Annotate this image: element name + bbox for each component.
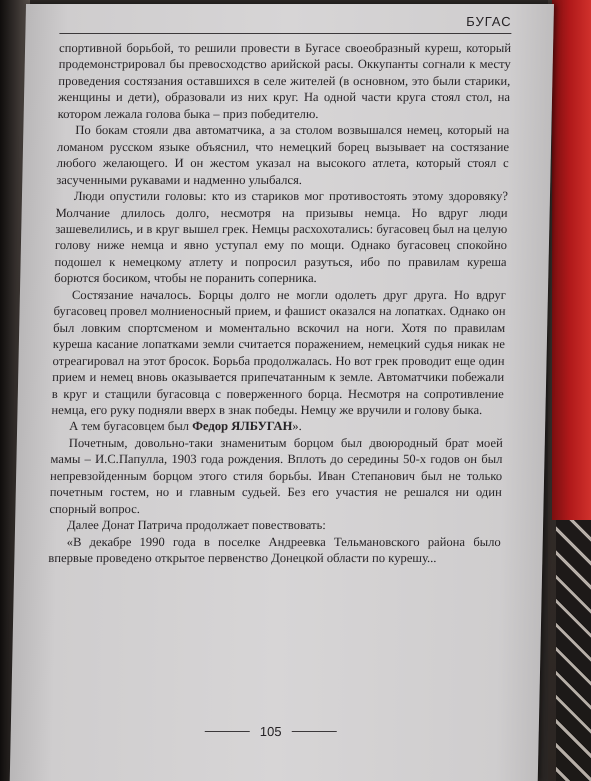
paragraph-3: Люди опустили головы: кто из стариков мог противостоять этому здоровяку? Молчание длилось долго, несмотря на призывы немца. Но вдруг люди зашевелились, и в круг вышел грек. Немцы расхохотались: бугасовец был на целую голову ниже немца и явно уступал ему по мощи. Однако бугасовец спокойно подошел к немецкому атлету и попросил разуться, ибо по правилам куреша борются босиком, чтобы не поранить соперника. (54, 189, 509, 286)
paragraph-2: По бокам стояли два автоматчика, а за столом возвышался немец, который на ломаном русском языке объяснил, что немецкий борец вызывает на состязание любого желающего. И он жестом указал на высокого атлета, который стоял с засученными рукавами и надменно улыбался. (56, 123, 510, 187)
page-footer (45, 724, 497, 739)
paragraph-name-line (51, 418, 503, 434)
paragraph-1: спортивной борьбой, то решили провести в Бугасе своеобразный куреш, который продемонстрировал бы превосходство арийской расы. Оккупанты согнали к месту проведения состязания оставшихся в селе жителей (в основном, это были старики, женщины и дети), образовали из них круг. На одной части круга стоял стол, на котором лежала голова быка – приз победителю. (57, 41, 512, 121)
running-header: БУГАС (466, 14, 512, 29)
name-line-prefix: А тем бугасовцем был (69, 419, 193, 434)
paragraph-4: Состязание началось. Борцы долго не могли одолеть друг друга. Но вдруг бугасовец провел молниеносный прием, и фашист оказался на лопатках. Однако он был ловким спортсменом и моментально вскочил на ноги. Хотя по правилам куреша касание лопатками земли считается поражением, немецкий судья никак не отреагировал на этот бросок. Борьба продолжалась. Но вот грек проводит еще один прием и немец вновь оказывается припечатанным к земле. Автоматчики побежали в круг и стащили бугасовца с поверженного борца. Несмотря на сопротивление немца, его руку подняли вверх в знак победы. Немцу же вручили и голову быка. (51, 287, 507, 417)
footer-rule-left (205, 731, 250, 732)
wrestler-name: Федор ЯЛБУГАН (192, 419, 293, 434)
name-line-suffix: ». (292, 419, 302, 434)
page-number: 105 (259, 724, 282, 739)
book-page (10, 4, 554, 781)
patterned-cover (556, 520, 591, 781)
paragraph-6: Почетным, довольно-таки знаменитым борцом был двоюродный брат моей мамы – И.С.Папулла, 1903 года рождения. Вплоть до середины 50-х годов он был непревзойденным борцом этого стиля борьбы. Иван Степанович был не только почетным гостем, но и главным судьей. Без его участия не решался ни один спорный вопрос. (49, 435, 503, 516)
footer-rule-right (292, 731, 337, 732)
red-book-cover (552, 0, 591, 520)
paragraph-7: Далее Донат Патрича продолжает повествовать: (66, 518, 326, 533)
paragraph-8: «В декабре 1990 года в поселке Андреевка Тельмановского района было впервые проведено открытое первенство Донецкой области по курешу... (48, 534, 501, 566)
header-rule (59, 33, 511, 34)
page-content (48, 14, 512, 567)
